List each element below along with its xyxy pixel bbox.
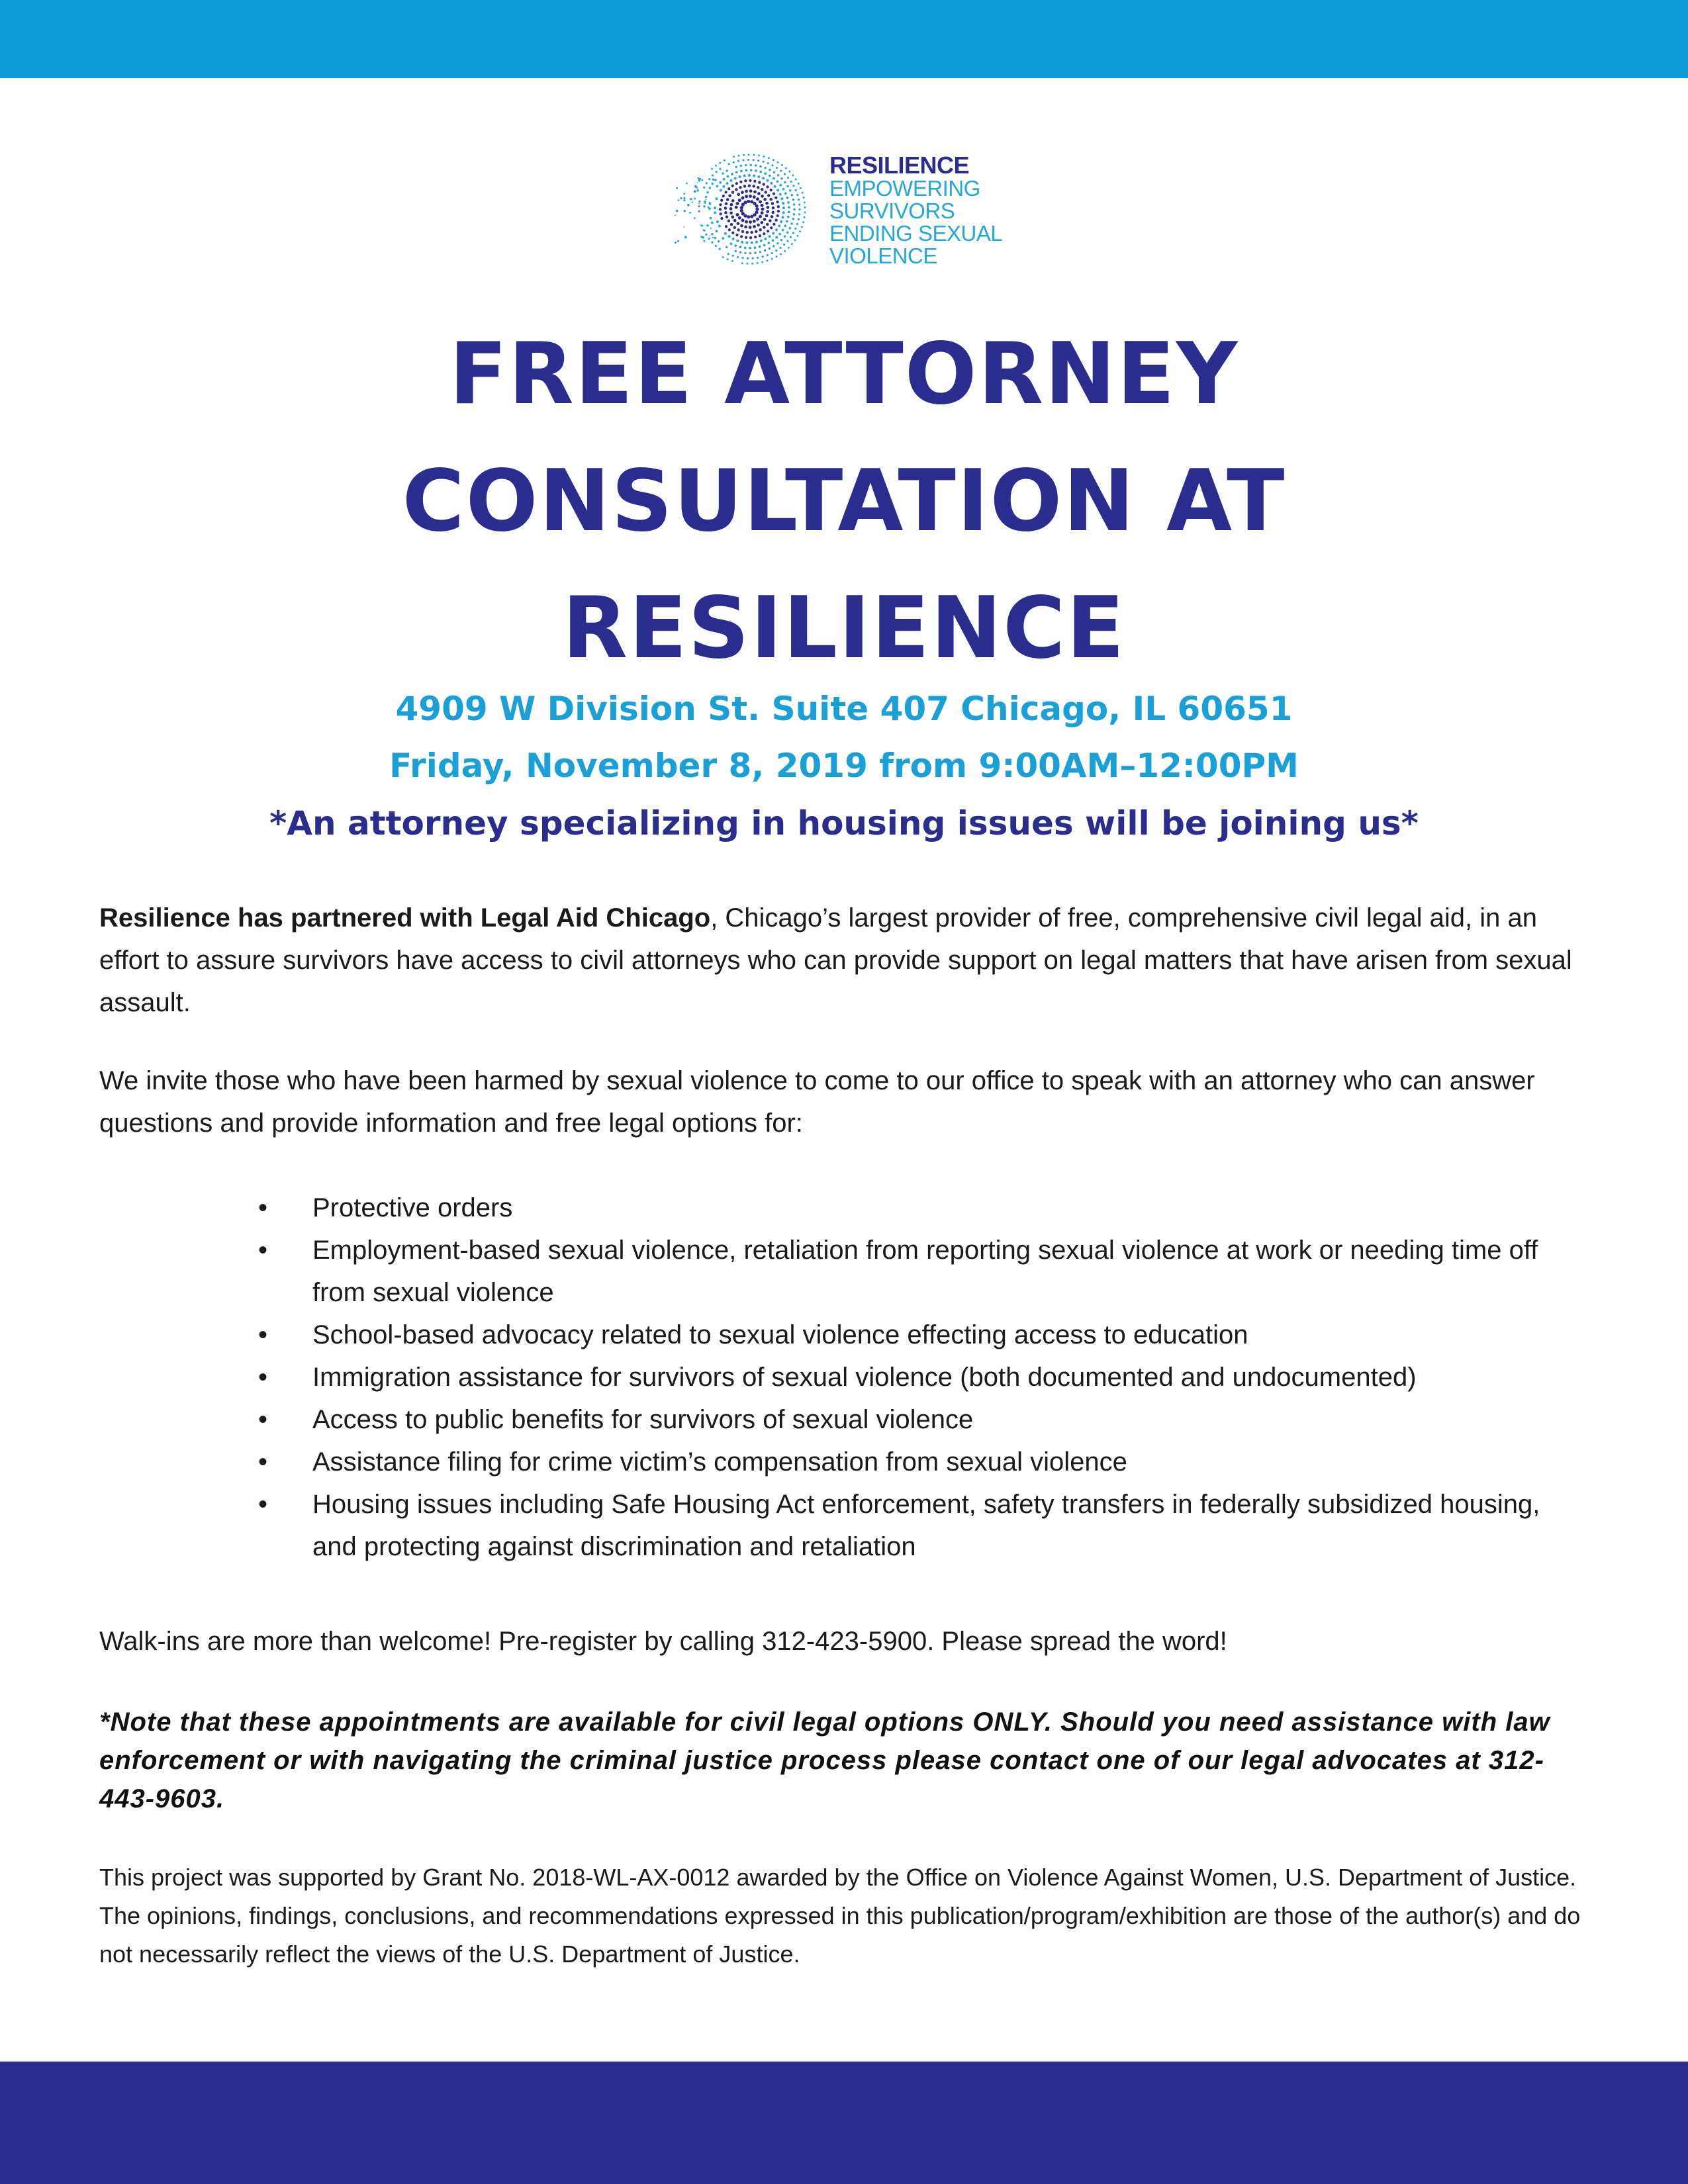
invite-paragraph: We invite those who have been harmed by sexual violence to come to our office to speak with an attorney who can answer questions and provide information and free legal options for: — [99, 1066, 1535, 1138]
list-item: • Immigration assistance for survivors of sexual violence (both documented and undocumented) — [258, 1356, 1575, 1398]
intro-paragraph — [99, 897, 1589, 1024]
list-item: • Assistance filing for crime victim’s compensation from sexual violence — [258, 1441, 1575, 1483]
resilience-logo — [669, 151, 1039, 290]
event-datetime: Friday, November 8, 2019 from 9:00AM–12:00PM — [389, 747, 1299, 785]
legal-options-list — [258, 1187, 1575, 1568]
title-line: CONSULTATION AT — [402, 452, 1286, 551]
logo-name: RESILIENCE — [829, 152, 970, 179]
event-address: 4909 W Division St. Suite 407 Chicago, IL 60651 — [395, 690, 1293, 728]
dotted-sphere-logo-icon — [669, 151, 808, 270]
page-title — [199, 311, 1489, 692]
logo-tagline-line: VIOLENCE — [829, 244, 937, 268]
title-line: FREE ATTORNEY — [449, 325, 1239, 424]
top-color-bar — [0, 0, 1688, 78]
logo-wordmark — [829, 154, 1002, 267]
housing-attorney-note: *An attorney specializing in housing issues will be joining us* — [269, 804, 1419, 842]
walkins-paragraph: Walk-ins are more than welcome! Pre-register by calling 312-423-5900. Please spread the word! — [99, 1627, 1227, 1656]
list-item: • School-based advocacy related to sexual violence effecting access to education — [258, 1314, 1575, 1356]
logo-tagline-line: ENDING SEXUAL — [829, 221, 1003, 246]
list-item: • Access to public benefits for survivors of sexual violence — [258, 1398, 1575, 1441]
grant-disclaimer: This project was supported by Grant No. 2018-WL-AX-0012 awarded by the Office on Violence Against Women, U.S. Department of Justice. The opinions, findings, conclusions, and recommendations expressed in this publication/program/exhibition are those of the author(s) and do not necessarily reflect the views of the U.S. Department of Justice. — [99, 1864, 1581, 1968]
intro-bold-lead: Resilience has partnered with Legal Aid Chicago — [99, 903, 711, 933]
civil-only-note: *Note that these appointments are available for civil legal options ONLY. Should you need assistance with law enforcement or with navigating the criminal justice process please contact one of our legal advocates at 312-443-9603. — [99, 1707, 1550, 1813]
list-item: • Housing issues including Safe Housing Act enforcement, safety transfers in federally subsidized housing, and protecting against discrimination and retaliation — [258, 1483, 1575, 1568]
logo-tagline-line: EMPOWERING — [829, 176, 980, 201]
list-item: • Protective orders — [258, 1187, 1575, 1229]
bottom-color-bar — [0, 2062, 1688, 2184]
title-line: RESILIENCE — [562, 579, 1126, 678]
intro-rest: , Chicago’s largest provider of free, comprehensive civil legal aid, in an effort to assure survivors have access to civil attorneys who can provide support on legal matters that have arisen from sexual assault. — [99, 903, 1572, 1017]
list-item: • Employment-based sexual violence, retaliation from reporting sexual violence at work or needing time off from sexual violence — [258, 1229, 1575, 1314]
logo-tagline-line: SURVIVORS — [829, 199, 955, 223]
